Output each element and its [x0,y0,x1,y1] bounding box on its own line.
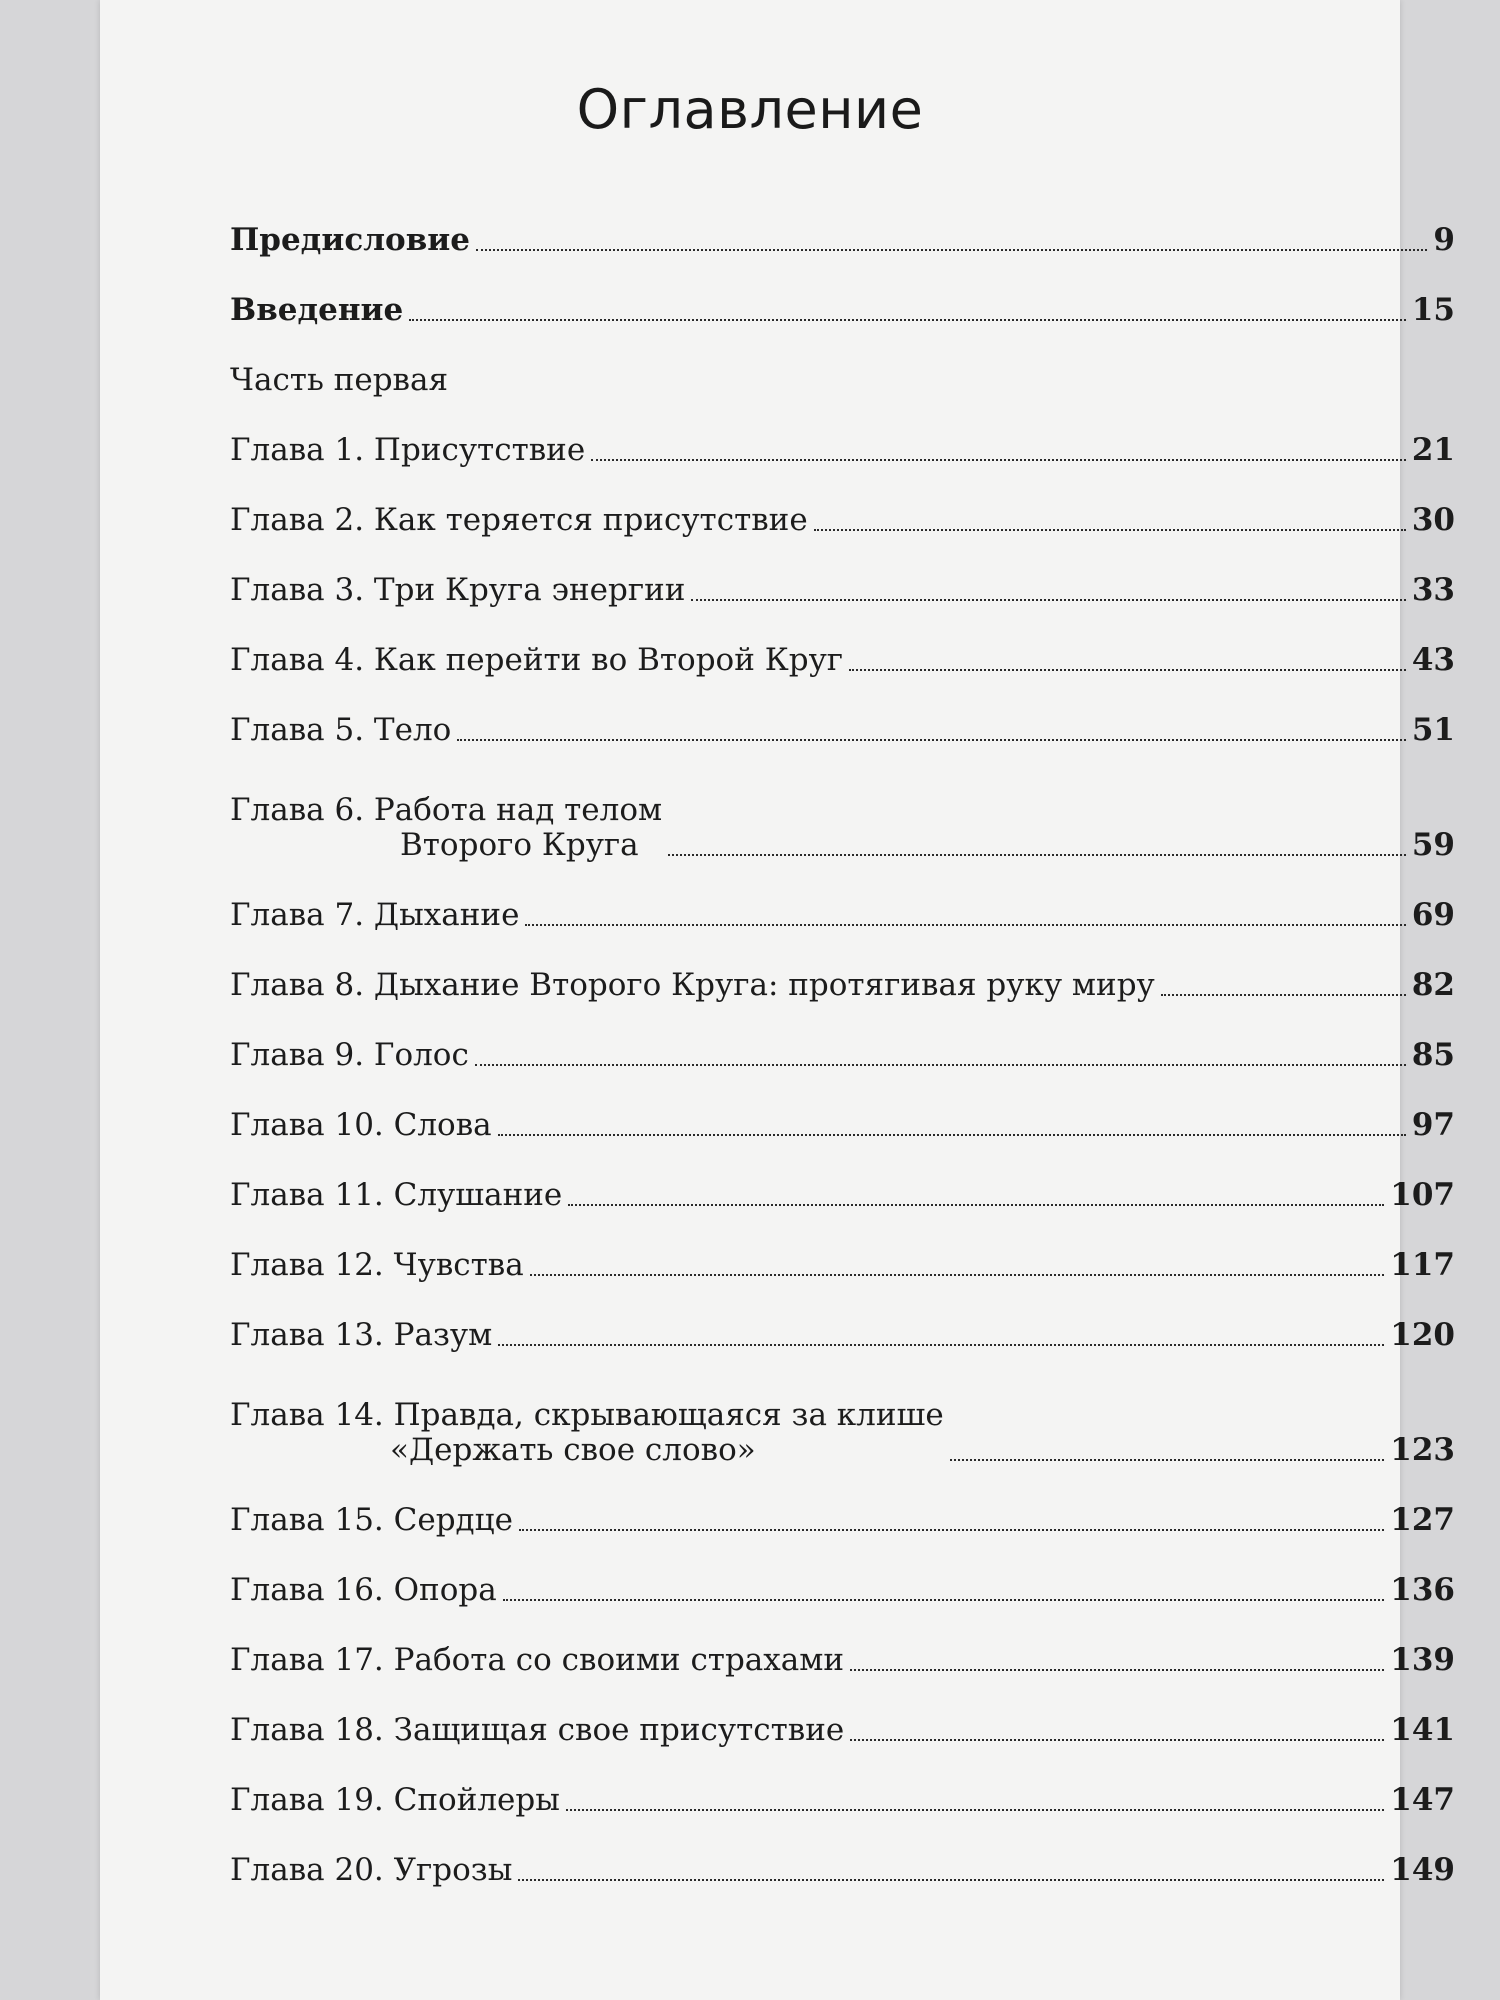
toc-entry [230,1545,1455,1615]
toc-entry-title: Глава 15. Сердце [230,1502,513,1539]
toc-entry-label [230,433,585,475]
toc-entry-title-continued: Второго Круга [400,827,639,864]
toc-page-number: 141 [1390,1712,1455,1749]
toc-page-number: 82 [1411,967,1455,1004]
dot-leader [566,1809,1384,1811]
toc-entry [230,1290,1455,1360]
dot-leader [498,1344,1384,1346]
toc-entry [230,405,1455,475]
toc-entry [230,475,1455,545]
toc-entry [230,265,1455,335]
toc-page-number: 117 [1390,1247,1455,1284]
dot-leader [850,1739,1384,1741]
toc-entry-label [230,713,451,755]
toc-page-number: 139 [1390,1642,1455,1679]
toc-entry-title: Глава 6. Работа над телом [230,791,663,828]
toc-entry [230,1755,1455,1825]
toc-entry-title: Глава 2. Как теряется присутствие [230,502,808,539]
dot-leader [519,1529,1384,1531]
toc-entry-title: Глава 19. Спойлеры [230,1782,560,1819]
toc-entry-title: Часть первая [230,362,449,399]
toc-page-number: 30 [1411,502,1455,539]
toc-entry-title: Глава 9. Голос [230,1037,469,1074]
toc-entry [230,1220,1455,1290]
toc-entry-label [230,1248,524,1290]
toc-entry-title: Глава 7. Дыхание [230,897,520,934]
toc-page-number: 97 [1411,1107,1455,1144]
toc-entry [230,870,1455,940]
toc-entry-label [230,1503,513,1545]
toc-entry [230,755,1455,870]
dot-leader [568,1204,1384,1206]
toc-entry [230,1615,1455,1685]
toc-page-number: 120 [1390,1317,1455,1354]
toc-entry-label [230,1398,944,1475]
toc-entry-title: Глава 10. Слова [230,1107,492,1144]
toc-page-number: 51 [1411,712,1455,749]
toc-entry-title: Введение [230,292,404,329]
toc-entry-label [230,363,448,405]
table-of-contents [230,195,1455,1895]
toc-entry-title: Глава 4. Как перейти во Второй Круг [230,642,844,679]
toc-page-number: 21 [1411,432,1455,469]
toc-entry [230,685,1455,755]
toc-page-number: 123 [1390,1432,1455,1469]
toc-entry-label [230,1318,492,1360]
toc-entry-label [230,1643,844,1685]
toc-entry-title: Предисловие [230,222,470,259]
toc-entry-title: Глава 13. Разум [230,1317,493,1354]
toc-entry [230,1010,1455,1080]
dot-leader [498,1134,1406,1136]
dot-leader [476,249,1427,251]
toc-entry-label [230,898,519,940]
toc-entry-label [230,968,1155,1010]
toc-entry-title-continued: «Держать свое слово» [390,1432,756,1469]
toc-entry-label [230,1573,497,1615]
toc-part-heading [230,335,1455,405]
toc-page-number: 149 [1390,1852,1455,1889]
dot-leader [814,529,1406,531]
book-page [100,0,1455,2000]
toc-entry-label [230,223,470,265]
toc-entry [230,1360,1455,1475]
toc-page-number: 136 [1390,1572,1455,1609]
toc-entry-label [230,1108,492,1150]
toc-entry [230,1080,1455,1150]
toc-entry [230,940,1455,1010]
dot-leader [530,1274,1385,1276]
dot-leader [668,854,1406,856]
toc-entry-title: Глава 16. Опора [230,1572,497,1609]
toc-entry-title: Глава 1. Присутствие [230,432,586,469]
toc-page-number: 69 [1411,897,1455,934]
toc-page-number: 127 [1390,1502,1455,1539]
toc-page-number: 15 [1411,292,1455,329]
toc-page-number: 43 [1411,642,1455,679]
toc-entry-title: Глава 8. Дыхание Второго Круга: протягивая руку миру [230,967,1155,1004]
toc-entry-label [230,643,843,685]
toc-page-number: 59 [1411,827,1455,864]
toc-entry-label [230,793,662,870]
page-title: Оглавление [576,78,924,141]
dot-leader [849,669,1406,671]
toc-page-number: 33 [1411,572,1455,609]
dot-leader [518,1879,1384,1881]
dot-leader [850,1669,1384,1671]
toc-entry-title: Глава 12. Чувства [230,1247,524,1284]
toc-page-number: 107 [1390,1177,1455,1214]
toc-entry-label [230,293,403,335]
toc-entry [230,1685,1455,1755]
toc-entry-title: Глава 14. Правда, скрывающаяся за клише [230,1396,944,1433]
toc-page-number: 9 [1433,222,1455,259]
dot-leader [591,459,1406,461]
toc-entry-title: Глава 17. Работа со своими страхами [230,1642,845,1679]
toc-entry-label [230,503,808,545]
toc-entry [230,1825,1455,1895]
toc-entry [230,615,1455,685]
dot-leader [409,319,1406,321]
dot-leader [1161,994,1406,996]
dot-leader [691,599,1405,601]
toc-entry-title: Глава 18. Защищая свое присутствие [230,1712,845,1749]
dot-leader [950,1459,1385,1461]
toc-entry-title: Глава 11. Слушание [230,1177,563,1214]
toc-entry-label [230,573,685,615]
toc-page-number: 147 [1390,1782,1455,1819]
toc-entry-title: Глава 5. Тело [230,712,452,749]
dot-leader [503,1599,1385,1601]
toc-entry-label [230,1853,512,1895]
toc-entry-label [230,1783,560,1825]
dot-leader [475,1064,1406,1066]
toc-entry [230,1150,1455,1220]
toc-entry-title: Глава 3. Три Круга энергии [230,572,686,609]
toc-entry [230,1475,1455,1545]
toc-entry [230,195,1455,265]
toc-entry-label [230,1713,844,1755]
toc-entry-label [230,1178,562,1220]
dot-leader [457,739,1406,741]
toc-entry [230,545,1455,615]
dot-leader [525,924,1405,926]
toc-page-number: 85 [1411,1037,1455,1074]
toc-entry-label [230,1038,469,1080]
toc-entry-title: Глава 20. Угрозы [230,1852,513,1889]
